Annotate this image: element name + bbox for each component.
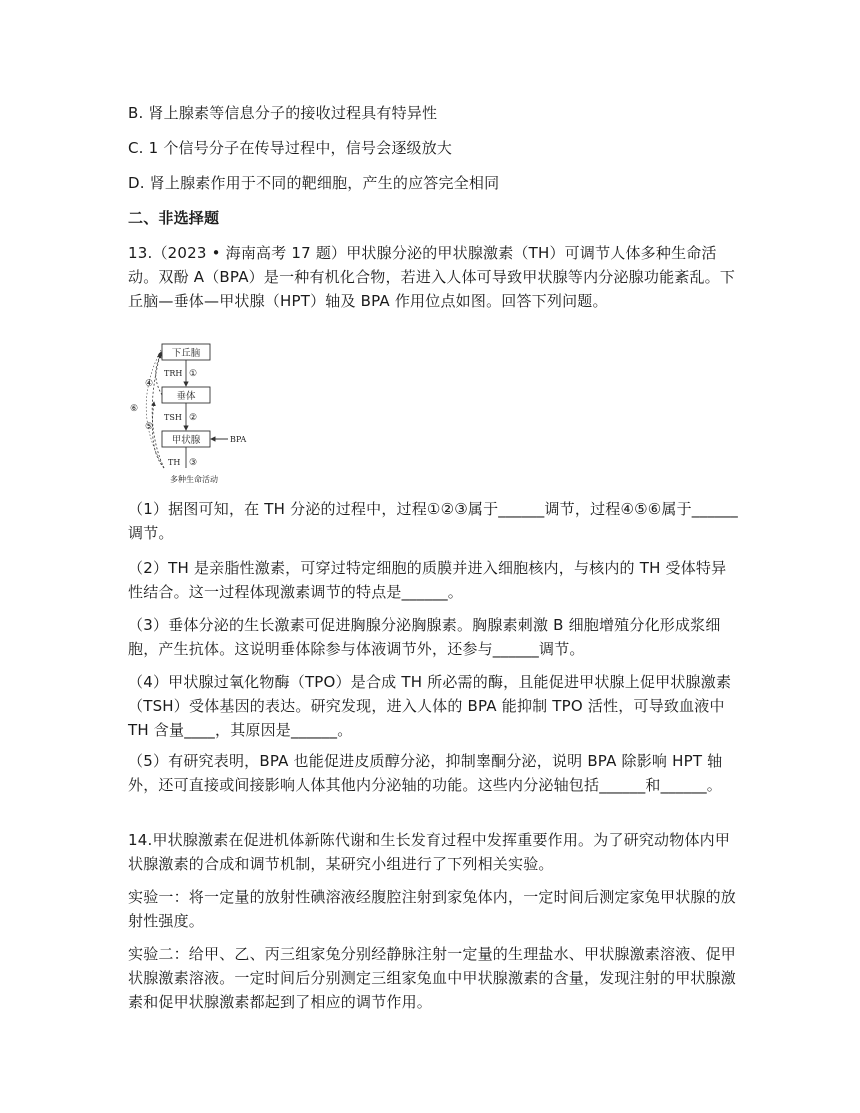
option-d: D. 肾上腺素作用于不同的靶细胞，产生的应答完全相同 xyxy=(128,174,500,192)
option-c: C. 1 个信号分子在传导过程中，信号会逐级放大 xyxy=(128,139,453,157)
question-14-experiment-1: 实验一：将一定量的放射性碘溶液经腹腔注射到家兔体内，一定时间后测定家兔甲状腺的放射性强度。 xyxy=(128,888,737,930)
section-title: 二、非选择题 xyxy=(128,209,220,227)
step-1: ① xyxy=(189,369,198,379)
question-13-part-2: （2）TH 是亲脂性激素，可穿过特定细胞的质膜并进入细胞核内，与核内的 TH 受体特异性结合。这一过程体现激素调节的特点是______。 xyxy=(128,559,727,601)
tsh-label: TSH xyxy=(164,413,182,422)
feedback-6-arc xyxy=(152,352,164,468)
step-2: ② xyxy=(189,413,198,423)
question-13-part-4: （4）甲状腺过氧化物酶（TPO）是合成 TH 所必需的酶，且能促进甲状腺上促甲状腺激素（TSH）受体基因的表达。研究发现，进入人体的 BPA 能抑制 TPO 活性，可导致血液中 TH 含量____，其原因是______。 xyxy=(128,673,732,739)
option-b: B. 肾上腺素等信息分子的接收过程具有特异性 xyxy=(128,104,438,122)
question-13-part-3: （3）垂体分泌的生长激素可促进胸腺分泌胸腺素。胸腺素刺激 B 细胞增殖分化形成浆细胞，产生抗体。这说明垂体除参与体液调节外，还参与______调节。 xyxy=(128,616,721,658)
question-14-stem: 14.甲状腺激素在促进机体新陈代谢和生长发育过程中发挥重要作用。为了研究动物体内甲状腺激素的合成和调节机制，某研究小组进行了下列相关实验。 xyxy=(128,831,731,873)
bpa-label: BPA xyxy=(230,435,247,444)
question-14-experiment-2: 实验二：给甲、乙、丙三组家兔分别经静脉注射一定量的生理盐水、甲状腺激素溶液、促甲状腺激素溶液。一定时间后分别测定三组家兔血中甲状腺激素的含量，发现注射的甲状腺激素和促甲状腺激素都起到了相应的调节作用。 xyxy=(128,945,737,1011)
pituitary-label: 垂体 xyxy=(176,391,196,402)
th-label: TH xyxy=(168,458,181,467)
question-13-part-1: （1）据图可知，在 TH 分泌的过程中，过程①②③属于______调节，过程④⑤⑥属于______调节。 xyxy=(128,500,739,542)
trh-label: TRH xyxy=(164,369,183,378)
step-6: ⑥ xyxy=(130,404,139,414)
hpt-axis-diagram xyxy=(128,340,288,490)
feedback-4-arc xyxy=(156,354,162,395)
question-13-stem: 13.（2023 • 海南高考 17 题）甲状腺分泌的甲状腺激素（TH）可调节人体多种生命活动。双酚 A（BPA）是一种有机化合物，若进入人体可导致甲状腺等内分泌腺功能紊乱。下丘脑—垂体—甲状腺（HPT）轴及 BPA 作用位点如图。回答下列问题。 xyxy=(128,244,736,310)
step-3: ③ xyxy=(189,458,198,468)
thyroid-label: 甲状腺 xyxy=(171,435,201,446)
question-13-part-5: （5）有研究表明，BPA 也能促进皮质醇分泌，抑制睾酮分泌，说明 BPA 除影响 HPT 轴外，还可直接或间接影响人体其他内分泌轴的功能。这些内分泌轴包括______和______。 xyxy=(128,752,723,794)
hypothalamus-label: 下丘脑 xyxy=(171,348,201,359)
step-5: ⑤ xyxy=(145,422,154,432)
bottom-label: 多种生命活动 xyxy=(170,475,218,484)
step-4: ④ xyxy=(145,379,154,389)
